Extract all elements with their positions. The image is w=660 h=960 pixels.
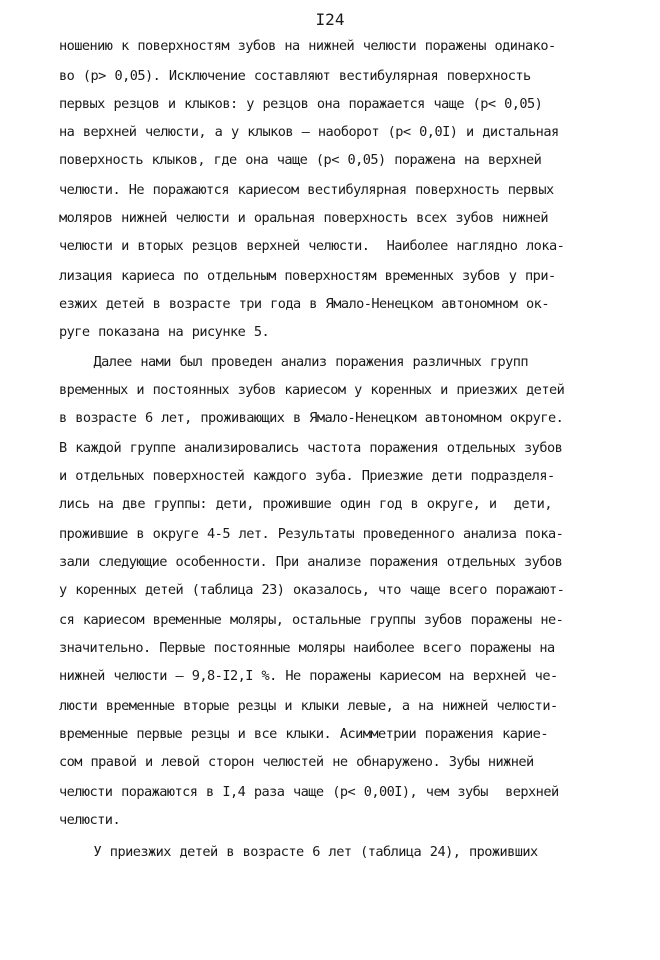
text-line: нижней челюсти – 9,8-I2,I %. Не поражены кариесом на верхней че- [59, 668, 558, 684]
text-line: ношению к поверхностям зубов на нижней челюсти поражены одинако- [59, 38, 556, 54]
text-line: поверхность клыков, где она чаще (p< 0,05) поражена на верхней [59, 152, 542, 168]
text-line: челюсти и вторых резцов верхней челюсти. Наиболее наглядно лока- [59, 238, 565, 254]
text-line: руге показана на рисунке 5. [59, 324, 270, 340]
text-line: езжих детей в возрасте три года в Ямало-Ненецком автономном ок- [59, 296, 549, 312]
text-line: и отдельных поверхностей каждого зуба. Приезжие дети подразделя- [59, 468, 555, 484]
text-line: зали следующие особенности. При анализе поражения отдельных зубов [59, 554, 563, 570]
text-line: ся кариесом временные моляры, остальные группы зубов поражены не- [59, 612, 564, 628]
text-line: во (p> 0,05). Исключение составляют вестибулярная поверхность [59, 68, 531, 84]
text-line: в возрасте 6 лет, проживающих в Ямало-Ненецком автономном округе. [59, 410, 564, 426]
text-line: лизация кариеса по отдельным поверхностям временных зубов у при- [59, 268, 556, 284]
text-line: челюсти поражаются в I,4 раза чаще (p< 0,00I), чем зубы верхней [59, 784, 559, 800]
text-line: временные первые резцы и все клыки. Асимметрии поражения карие- [59, 726, 548, 742]
text-line: челюсти. [59, 812, 121, 828]
text-line: лись на две группы: дети, прожившие один год в округе, и дети, [59, 496, 552, 512]
text-line: у коренных детей (таблица 23) оказалось, что чаще всего поражают- [59, 582, 565, 598]
page-number: I24 [315, 10, 345, 29]
text-line: значительно. Первые постоянные моляры наиболее всего поражены на [59, 640, 555, 656]
text-line: Далее нами был проведен анализ поражения различных групп [59, 354, 529, 370]
text-line: временных и постоянных зубов кариесом у коренных и приезжих детей [59, 382, 565, 398]
text-line: В каждой группе анализировались частота поражения отдельных зубов [59, 440, 563, 456]
text-line: челюсти. Не поражаются кариесом вестибулярная поверхность первых [59, 182, 554, 198]
text-line: первых резцов и клыков: у резцов она поражается чаще (p< 0,05) [59, 96, 543, 112]
text-line: люсти временные вторые резцы и клыки левые, а на нижней челюсти- [59, 698, 558, 714]
text-line: моляров нижней челюсти и оральная поверхность всех зубов нижней [59, 210, 548, 226]
text-line: сом правой и левой сторон челюстей не обнаружено. Зубы нижней [59, 754, 534, 770]
text-line: на верхней челюсти, а у клыков – наоборот (p< 0,0I) и дистальная [59, 124, 559, 140]
text-line: прожившие в округе 4-5 лет. Результаты проведенного анализа пока- [59, 526, 564, 542]
text-line: У приезжих детей в возрасте 6 лет (таблица 24), проживших [59, 844, 538, 860]
